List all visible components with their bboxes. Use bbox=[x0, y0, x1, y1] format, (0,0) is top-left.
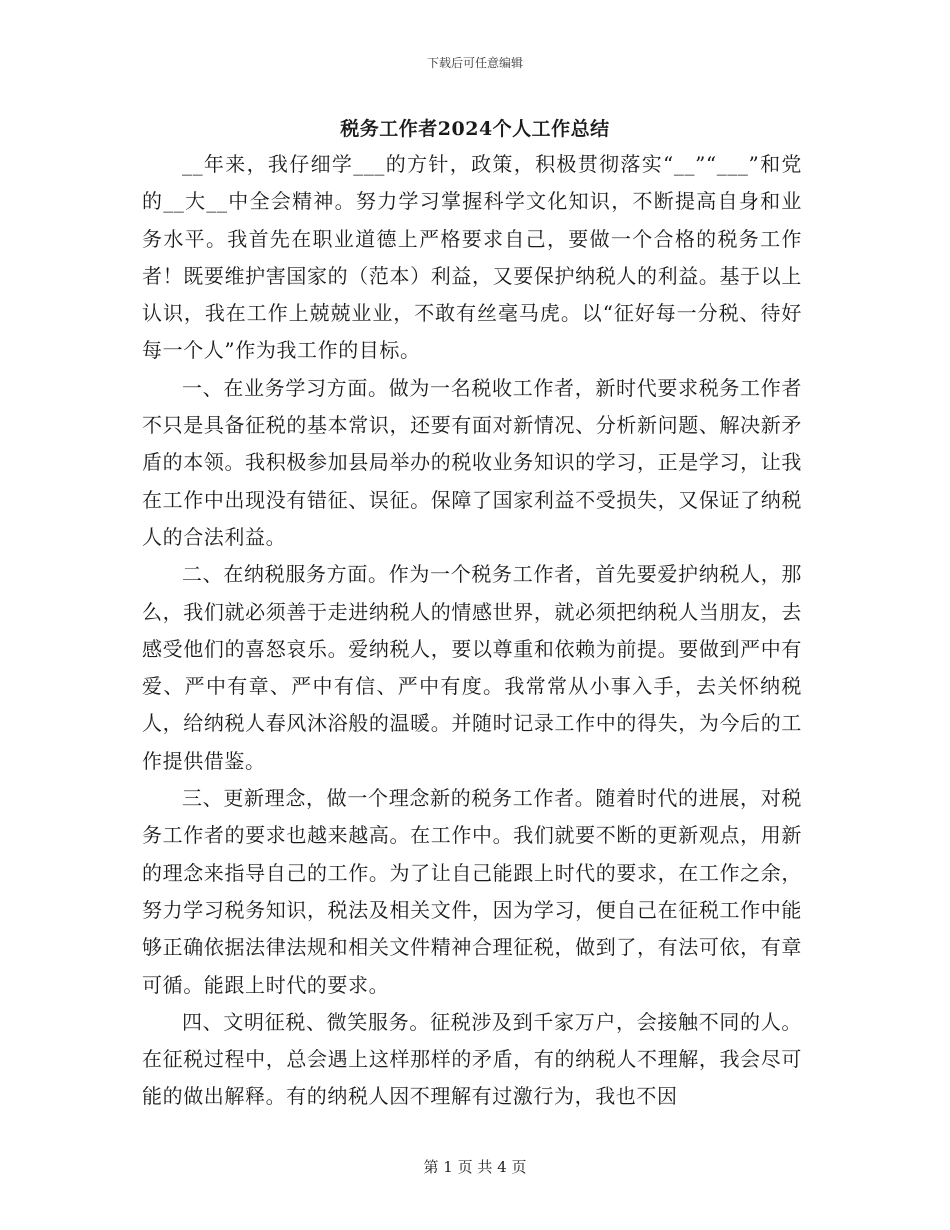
document-title: 税务工作者2024个人工作总结 bbox=[340, 118, 610, 140]
paragraph-section-3: 三、更新理念，做一个理念新的税务工作者。随着时代的进展，对税务工作者的要求也越来越高。在工作中。我们就要不断的更新观点，用新的理念来指导自己的工作。为了让自己能跟上时代的要求，在工作之余，努力学习税务知识，税法及相关文件，因为学习，便自己在征税工作中能够正确依据法律法规和相关文件精神合理征税，做到了，有法可依，有章可循。能跟上时代的要求。 bbox=[142, 786, 802, 997]
paragraph-intro: __年来，我仔细学___的方针，政策，积极贯彻落实“__”“___”和党的__大__中全会精神。努力学习掌握科学文化知识，不断提高自身和业务水平。我首先在职业道德上严格要求自己，要做一个合格的税务工作者！既要维护害国家的（范本）利益，又要保护纳税人的利益。基于以上认识，我在工作上兢兢业业，不敢有丝毫马虎。以“征好每一分税、待好每一个人”作为我工作的目标。 bbox=[142, 152, 802, 363]
paragraph-section-1: 一、在业务学习方面。做为一名税收工作者，新时代要求税务工作者不只是具备征税的基本常识，还要有面对新情况、分析新问题、解决新矛盾的本领。我积极参加县局举办的税收业务知识的学习，正是学习，让我在工作中出现没有错征、误征。保障了国家利益不受损失，又保证了纳税人的合法利益。 bbox=[142, 375, 802, 549]
header-note: 下载后可任意编辑 bbox=[426, 56, 523, 70]
paragraph-section-4: 四、文明征税、微笑服务。征税涉及到千家万户，会接触不同的人。在征税过程中，总会遇上这样那样的矛盾，有的纳税人不理解，我会尽可能的做出解释。有的纳税人因不理解有过激行为，我也不因 bbox=[142, 1009, 802, 1109]
paragraph-section-2: 二、在纳税服务方面。作为一个税务工作者，首先要爱护纳税人，那么，我们就必须善于走进纳税人的情感世界，就必须把纳税人当朋友，去感受他们的喜怒哀乐。爱纳税人，要以尊重和依赖为前提。要做到严中有爱、严中有章、严中有信、严中有度。我常常从小事入手，去关怀纳税人，给纳税人春风沐浴般的温暖。并随时记录工作中的得失，为今后的工作提供借鉴。 bbox=[142, 562, 802, 773]
page-footer: 第 1 页 共 4 页 bbox=[423, 1158, 527, 1176]
document-body bbox=[142, 146, 802, 1116]
